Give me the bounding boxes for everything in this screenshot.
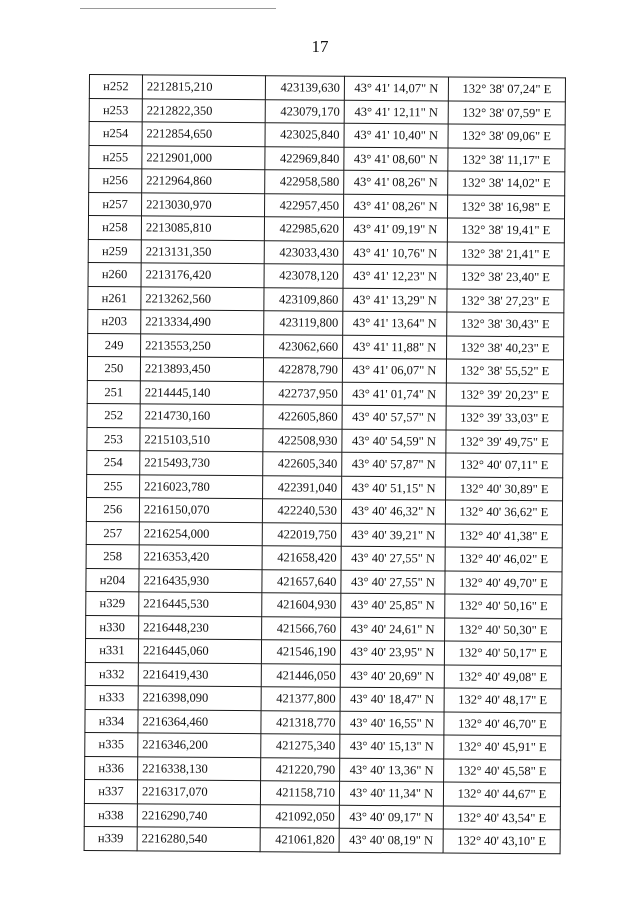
- longitude-cell: 132° 40' 46,02" E: [445, 547, 562, 571]
- longitude-cell: 132° 40' 50,17" E: [444, 641, 561, 665]
- longitude-cell: 132° 40' 50,16" E: [445, 594, 562, 618]
- point-id-cell: 251: [87, 380, 140, 404]
- table-row: [86, 497, 562, 524]
- x-coordinate-cell: 2212901,000: [142, 145, 265, 169]
- x-coordinate-cell: 2214445,140: [140, 380, 263, 404]
- latitude-cell: 43° 40' 18,47" N: [340, 687, 444, 711]
- latitude-cell: 43° 41' 06,07" N: [342, 358, 446, 382]
- x-coordinate-cell: 2216448,230: [139, 615, 262, 639]
- table-row: [87, 474, 563, 501]
- latitude-cell: 43° 40' 09,17" N: [339, 805, 443, 829]
- latitude-cell: 43° 41' 14,07" N: [344, 76, 448, 100]
- table-row: [86, 591, 562, 618]
- x-coordinate-cell: 2213893,450: [140, 357, 263, 381]
- latitude-cell: 43° 41' 08,60" N: [344, 147, 448, 171]
- x-coordinate-cell: 2216445,060: [138, 639, 261, 663]
- table-row: [89, 75, 565, 102]
- y-coordinate-cell: 422240,530: [262, 499, 341, 523]
- y-coordinate-cell: 421092,050: [260, 804, 339, 828]
- table-row: [85, 685, 561, 712]
- x-coordinate-cell: 2216290,740: [137, 803, 260, 827]
- latitude-cell: 43° 41' 08,26" N: [344, 194, 448, 218]
- longitude-cell: 132° 40' 43,54" E: [443, 805, 560, 829]
- longitude-cell: 132° 38' 09,06" E: [448, 124, 565, 148]
- header-rule: [80, 8, 276, 9]
- y-coordinate-cell: 423025,840: [265, 123, 344, 147]
- y-coordinate-cell: 422605,340: [263, 452, 342, 476]
- longitude-cell: 132° 38' 30,43" E: [447, 312, 564, 336]
- latitude-cell: 43° 41' 01,74" N: [342, 382, 446, 406]
- x-coordinate-cell: 2216280,540: [137, 827, 260, 851]
- latitude-cell: 43° 41' 12,23" N: [343, 264, 447, 288]
- table-row: [85, 662, 561, 689]
- latitude-cell: 43° 40' 16,55" N: [340, 711, 444, 735]
- y-coordinate-cell: 422019,750: [262, 522, 341, 546]
- longitude-cell: 132° 40' 50,30" E: [445, 617, 562, 641]
- table-row: [85, 709, 561, 736]
- y-coordinate-cell: 423139,630: [265, 76, 344, 100]
- y-coordinate-cell: 421657,640: [262, 569, 341, 593]
- point-id-cell: н253: [89, 98, 142, 122]
- table-row: [86, 568, 562, 595]
- latitude-cell: 43° 40' 08,19" N: [339, 828, 443, 852]
- longitude-cell: 132° 40' 45,58" E: [444, 758, 561, 782]
- table-row: [88, 309, 564, 336]
- longitude-cell: 132° 39' 33,03" E: [446, 406, 563, 430]
- table-row: [84, 779, 560, 806]
- table-row: [86, 544, 562, 571]
- point-id-cell: н336: [85, 756, 138, 780]
- point-id-cell: н335: [85, 732, 138, 756]
- longitude-cell: 132° 40' 36,62" E: [445, 500, 562, 524]
- y-coordinate-cell: 421158,710: [260, 781, 339, 805]
- x-coordinate-cell: 2216150,070: [139, 498, 262, 522]
- table-row: [89, 122, 565, 149]
- point-id-cell: н337: [84, 779, 137, 803]
- point-id-cell: 257: [86, 521, 139, 545]
- table-row: [87, 356, 563, 383]
- x-coordinate-cell: 2213085,810: [141, 216, 264, 240]
- latitude-cell: 43° 40' 46,32" N: [341, 499, 445, 523]
- table-row: [89, 169, 565, 196]
- x-coordinate-cell: 2213334,490: [141, 310, 264, 334]
- longitude-cell: 132° 39' 49,75" E: [446, 430, 563, 454]
- table-row: [88, 216, 564, 243]
- latitude-cell: 43° 40' 57,57" N: [342, 405, 446, 429]
- y-coordinate-cell: 421061,820: [260, 828, 339, 852]
- x-coordinate-cell: 2213131,350: [141, 239, 264, 263]
- x-coordinate-cell: 2216346,200: [138, 733, 261, 757]
- longitude-cell: 132° 38' 07,24" E: [448, 77, 565, 101]
- point-id-cell: н204: [86, 568, 139, 592]
- latitude-cell: 43° 41' 12,11" N: [344, 100, 448, 124]
- latitude-cell: 43° 41' 09,19" N: [343, 217, 447, 241]
- table-row: [87, 450, 563, 477]
- coordinates-table: [84, 74, 566, 854]
- table-row: [85, 732, 561, 759]
- longitude-cell: 132° 40' 49,08" E: [444, 664, 561, 688]
- point-id-cell: 255: [87, 474, 140, 498]
- x-coordinate-cell: 2216338,130: [138, 756, 261, 780]
- point-id-cell: н255: [89, 145, 142, 169]
- y-coordinate-cell: 422957,450: [265, 193, 344, 217]
- point-id-cell: н252: [89, 75, 142, 99]
- longitude-cell: 132° 38' 27,23" E: [447, 289, 564, 313]
- longitude-cell: 132° 39' 20,23" E: [446, 383, 563, 407]
- y-coordinate-cell: 423119,800: [264, 311, 343, 335]
- latitude-cell: 43° 40' 24,61" N: [341, 617, 445, 641]
- point-id-cell: н261: [88, 286, 141, 310]
- point-id-cell: н334: [85, 709, 138, 733]
- longitude-cell: 132° 38' 23,40" E: [447, 265, 564, 289]
- latitude-cell: 43° 40' 27,55" N: [341, 570, 445, 594]
- y-coordinate-cell: 422878,790: [263, 358, 342, 382]
- coordinates-table-body: [84, 75, 565, 854]
- point-id-cell: н203: [88, 309, 141, 333]
- point-id-cell: н332: [85, 662, 138, 686]
- y-coordinate-cell: 422985,620: [264, 217, 343, 241]
- longitude-cell: 132° 38' 55,52" E: [446, 359, 563, 383]
- table-row: [85, 638, 561, 665]
- page-number: 17: [311, 37, 329, 56]
- longitude-cell: 132° 40' 48,17" E: [444, 688, 561, 712]
- x-coordinate-cell: 2216398,090: [138, 686, 261, 710]
- table-row: [88, 286, 564, 313]
- y-coordinate-cell: 422605,860: [263, 405, 342, 429]
- x-coordinate-cell: 2215103,510: [140, 427, 263, 451]
- x-coordinate-cell: 2212964,860: [142, 169, 265, 193]
- y-coordinate-cell: 422958,580: [265, 170, 344, 194]
- x-coordinate-cell: 2216445,530: [139, 592, 262, 616]
- latitude-cell: 43° 41' 11,88" N: [343, 335, 447, 359]
- latitude-cell: 43° 40' 25,85" N: [341, 593, 445, 617]
- longitude-cell: 132° 40' 46,70" E: [444, 711, 561, 735]
- latitude-cell: 43° 40' 51,15" N: [342, 476, 446, 500]
- point-id-cell: н333: [85, 685, 138, 709]
- table-row: [84, 803, 560, 830]
- longitude-cell: 132° 38' 19,41" E: [447, 218, 564, 242]
- table-row: [88, 262, 564, 289]
- point-id-cell: н259: [88, 239, 141, 263]
- point-id-cell: н257: [89, 192, 142, 216]
- longitude-cell: 132° 40' 41,38" E: [445, 523, 562, 547]
- y-coordinate-cell: 423109,860: [264, 287, 343, 311]
- x-coordinate-cell: 2214730,160: [140, 404, 263, 428]
- x-coordinate-cell: 2212815,210: [142, 75, 265, 99]
- x-coordinate-cell: 2212822,350: [142, 98, 265, 122]
- x-coordinate-cell: 2215493,730: [140, 451, 263, 475]
- point-id-cell: 256: [86, 497, 139, 521]
- longitude-cell: 132° 38' 16,98" E: [448, 195, 565, 219]
- y-coordinate-cell: 421446,050: [261, 663, 340, 687]
- point-id-cell: н338: [84, 803, 137, 827]
- table-row: [89, 145, 565, 172]
- latitude-cell: 43° 41' 08,26" N: [344, 170, 448, 194]
- point-id-cell: 252: [87, 403, 140, 427]
- point-id-cell: н339: [84, 826, 137, 850]
- table-row: [84, 826, 560, 853]
- y-coordinate-cell: 423062,660: [264, 334, 343, 358]
- point-id-cell: н329: [86, 591, 139, 615]
- latitude-cell: 43° 40' 39,21" N: [341, 523, 445, 547]
- x-coordinate-cell: 2213553,250: [141, 333, 264, 357]
- point-id-cell: н258: [88, 216, 141, 240]
- point-id-cell: 254: [87, 450, 140, 474]
- longitude-cell: 132° 38' 14,02" E: [448, 171, 565, 195]
- point-id-cell: 258: [86, 544, 139, 568]
- y-coordinate-cell: 422969,840: [265, 146, 344, 170]
- x-coordinate-cell: 2216023,780: [140, 474, 263, 498]
- latitude-cell: 43° 40' 57,87" N: [342, 452, 446, 476]
- x-coordinate-cell: 2216254,000: [139, 521, 262, 545]
- longitude-cell: 132° 40' 44,67" E: [443, 782, 560, 806]
- longitude-cell: 132° 40' 30,89" E: [446, 477, 563, 501]
- y-coordinate-cell: 423078,120: [264, 264, 343, 288]
- latitude-cell: 43° 40' 11,34" N: [339, 781, 443, 805]
- y-coordinate-cell: 421604,930: [262, 593, 341, 617]
- table-row: [86, 521, 562, 548]
- latitude-cell: 43° 40' 15,13" N: [340, 734, 444, 758]
- point-id-cell: н256: [89, 169, 142, 193]
- latitude-cell: 43° 41' 13,29" N: [343, 288, 447, 312]
- x-coordinate-cell: 2213262,560: [141, 286, 264, 310]
- longitude-cell: 132° 38' 40,23" E: [447, 336, 564, 360]
- latitude-cell: 43° 40' 54,59" N: [342, 429, 446, 453]
- y-coordinate-cell: 423033,430: [264, 240, 343, 264]
- y-coordinate-cell: 422391,040: [263, 475, 342, 499]
- y-coordinate-cell: 421566,760: [262, 616, 341, 640]
- table-row: [85, 756, 561, 783]
- point-id-cell: 249: [88, 333, 141, 357]
- x-coordinate-cell: 2213176,420: [141, 263, 264, 287]
- x-coordinate-cell: 2216317,070: [137, 780, 260, 804]
- table-row: [87, 380, 563, 407]
- y-coordinate-cell: 421275,340: [261, 734, 340, 758]
- point-id-cell: н254: [89, 122, 142, 146]
- table-row: [87, 403, 563, 430]
- point-id-cell: н331: [85, 638, 138, 662]
- longitude-cell: 132° 38' 21,41" E: [447, 242, 564, 266]
- y-coordinate-cell: 423079,170: [265, 99, 344, 123]
- y-coordinate-cell: 421546,190: [261, 640, 340, 664]
- y-coordinate-cell: 422737,950: [263, 381, 342, 405]
- y-coordinate-cell: 421658,420: [262, 546, 341, 570]
- table-row: [88, 333, 564, 360]
- x-coordinate-cell: 2212854,650: [142, 122, 265, 146]
- point-id-cell: н330: [86, 615, 139, 639]
- longitude-cell: 132° 40' 43,10" E: [443, 829, 560, 853]
- longitude-cell: 132° 40' 45,91" E: [444, 735, 561, 759]
- table-row: [89, 98, 565, 125]
- latitude-cell: 43° 41' 10,40" N: [344, 123, 448, 147]
- y-coordinate-cell: 421220,790: [261, 757, 340, 781]
- latitude-cell: 43° 40' 13,36" N: [340, 758, 444, 782]
- latitude-cell: 43° 40' 20,69" N: [340, 664, 444, 688]
- y-coordinate-cell: 421377,800: [261, 687, 340, 711]
- longitude-cell: 132° 38' 07,59" E: [448, 101, 565, 125]
- y-coordinate-cell: 421318,770: [261, 710, 340, 734]
- table-row: [86, 615, 562, 642]
- point-id-cell: 253: [87, 427, 140, 451]
- latitude-cell: 43° 41' 10,76" N: [343, 241, 447, 265]
- latitude-cell: 43° 40' 27,55" N: [341, 546, 445, 570]
- longitude-cell: 132° 40' 07,11" E: [446, 453, 563, 477]
- table-row: [88, 239, 564, 266]
- point-id-cell: н260: [88, 262, 141, 286]
- x-coordinate-cell: 2216435,930: [139, 568, 262, 592]
- latitude-cell: 43° 40' 23,95" N: [340, 640, 444, 664]
- table-row: [87, 427, 563, 454]
- longitude-cell: 132° 38' 11,17" E: [448, 148, 565, 172]
- x-coordinate-cell: 2216364,460: [138, 709, 261, 733]
- x-coordinate-cell: 2213030,970: [142, 192, 265, 216]
- longitude-cell: 132° 40' 49,70" E: [445, 570, 562, 594]
- latitude-cell: 43° 41' 13,64" N: [343, 311, 447, 335]
- x-coordinate-cell: 2216419,430: [138, 662, 261, 686]
- point-id-cell: 250: [87, 356, 140, 380]
- y-coordinate-cell: 422508,930: [263, 428, 342, 452]
- x-coordinate-cell: 2216353,420: [139, 545, 262, 569]
- table-row: [89, 192, 565, 219]
